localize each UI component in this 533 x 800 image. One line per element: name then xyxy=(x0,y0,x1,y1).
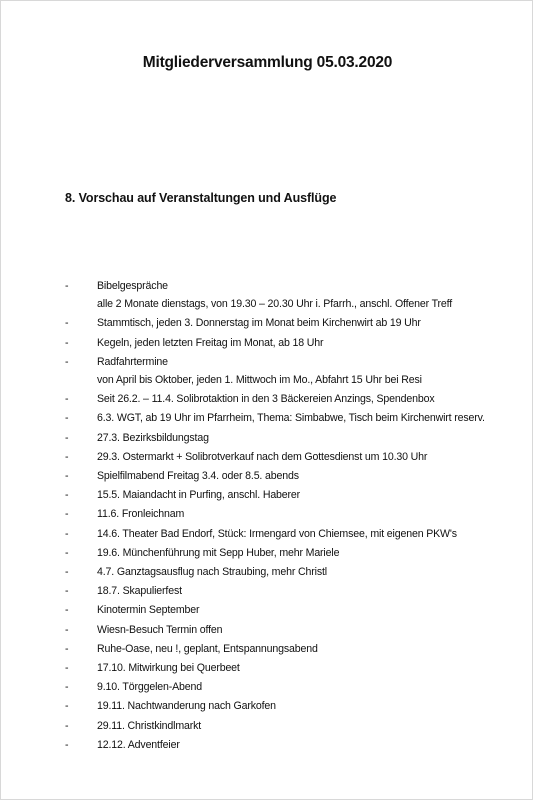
event-text: 18.7. Skapulierfest xyxy=(97,585,182,598)
event-text: Kinotermin September xyxy=(97,604,200,617)
event-list-item xyxy=(65,544,505,563)
event-text: 19.11. Nachtwanderung nach Garkofen xyxy=(97,700,276,713)
bullet-dash: - xyxy=(65,662,69,675)
event-list-item xyxy=(65,678,505,697)
event-list-item xyxy=(65,448,505,467)
event-text: Seit 26.2. – 11.4. Solibrotaktion in den 3 Bäckereien Anzings, Spendenbox xyxy=(97,393,435,406)
bullet-dash: - xyxy=(65,355,69,368)
event-text: Spielfilmabend Freitag 3.4. oder 8.5. abends xyxy=(97,470,299,483)
bullet-dash: - xyxy=(65,317,69,330)
event-list-item xyxy=(65,697,505,716)
event-text: Stammtisch, jeden 3. Donnerstag im Monat beim Kirchenwirt ab 19 Uhr xyxy=(97,317,421,330)
event-list-item xyxy=(65,505,505,524)
event-text: Bibelgespräche xyxy=(97,280,168,292)
event-text: 9.10. Törggelen-Abend xyxy=(97,681,203,694)
bullet-dash: - xyxy=(65,450,69,463)
bullet-dash: - xyxy=(65,681,69,694)
event-detail-text: von April bis Oktober, jeden 1. Mittwoch im Mo., Abfahrt 15 Uhr bei Resi xyxy=(97,374,422,387)
event-list-item xyxy=(65,659,505,678)
bullet-dash: - xyxy=(65,508,69,521)
bullet-dash: - xyxy=(65,623,69,636)
event-text: 17.10. Mitwirkung bei Querbeet xyxy=(97,662,240,675)
event-list-item xyxy=(65,582,505,601)
event-list-item xyxy=(65,601,505,620)
event-text: 15.5. Maiandacht in Purfing, anschl. Haberer xyxy=(97,489,301,502)
bullet-dash: - xyxy=(65,431,69,444)
event-text: 29.11. Christkindlmarkt xyxy=(97,719,202,732)
event-list-item xyxy=(65,409,505,428)
event-text: 29.3. Ostermarkt + Solibrotverkauf nach dem Gottesdienst um 10.30 Uhr xyxy=(97,450,428,463)
event-list-item xyxy=(65,277,505,314)
event-detail-text: alle 2 Monate dienstags, von 19.30 – 20.30 Uhr i. Pfarrh., anschl. Offener Treff xyxy=(97,298,453,311)
bullet-dash: - xyxy=(65,546,69,559)
event-list-item xyxy=(65,525,505,544)
event-list-item xyxy=(65,563,505,582)
bullet-dash: - xyxy=(65,527,69,540)
bullet-dash: - xyxy=(65,566,69,579)
event-text: 11.6. Fronleichnam xyxy=(97,508,185,521)
bullet-dash: - xyxy=(65,604,69,617)
bullet-dash: - xyxy=(65,585,69,598)
event-list-item xyxy=(65,429,505,448)
event-list-item xyxy=(65,467,505,486)
bullet-dash: - xyxy=(65,280,69,292)
bullet-dash: - xyxy=(65,489,69,502)
event-text: Kegeln, jeden letzten Freitag im Monat, ab 18 Uhr xyxy=(97,336,324,349)
bullet-dash: - xyxy=(65,642,69,655)
bullet-dash: - xyxy=(65,719,69,732)
event-text: 19.6. Münchenführung mit Sepp Huber, mehr Mariele xyxy=(97,546,340,559)
event-text: 14.6. Theater Bad Endorf, Stück: Irmengard von Chiemsee, mit eigenen PKW's xyxy=(97,527,457,540)
event-list-item xyxy=(65,736,505,755)
event-text: 4.7. Ganztagsausflug nach Straubing, mehr Christl xyxy=(97,566,327,579)
event-list-item xyxy=(65,486,505,505)
event-list-item xyxy=(65,717,505,736)
section-heading: 8. Vorschau auf Veranstaltungen und Ausflüge xyxy=(65,191,337,205)
bullet-dash: - xyxy=(65,470,69,483)
event-text: 12.12. Adventfeier xyxy=(97,738,180,751)
event-list-item xyxy=(65,390,505,409)
bullet-dash: - xyxy=(65,738,69,751)
event-text: Ruhe-Oase, neu !, geplant, Entspannungsabend xyxy=(97,642,318,655)
event-text: 27.3. Bezirksbildungstag xyxy=(97,431,209,444)
event-list-item xyxy=(65,640,505,659)
event-list-item xyxy=(65,353,505,390)
event-list-item xyxy=(65,621,505,640)
event-list-item xyxy=(65,314,505,333)
event-text: Wiesn-Besuch Termin offen xyxy=(97,623,223,636)
document-title: Mitgliederversammlung 05.03.2020 xyxy=(142,54,393,71)
event-text: Radfahrtermine xyxy=(97,355,168,368)
bullet-dash: - xyxy=(65,336,69,349)
event-text: 6.3. WGT, ab 19 Uhr im Pfarrheim, Thema: Simbabwe, Tisch beim Kirchenwirt reserv. xyxy=(97,412,485,425)
event-list-item xyxy=(65,334,505,353)
bullet-dash: - xyxy=(65,412,69,425)
bullet-dash: - xyxy=(65,700,69,713)
bullet-dash: - xyxy=(65,393,69,406)
event-list xyxy=(65,277,505,755)
